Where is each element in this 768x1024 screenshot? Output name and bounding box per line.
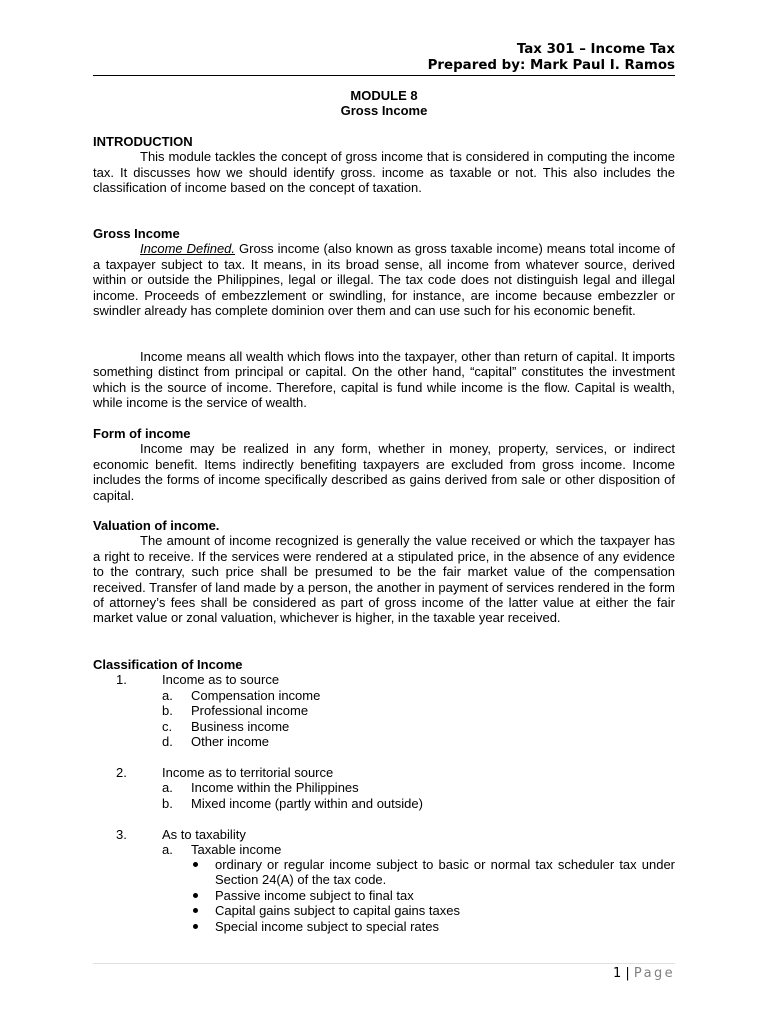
- footer-divider: [93, 963, 675, 964]
- bullet-item: Special income subject to special rates: [215, 919, 440, 934]
- classification-heading: Classification of Income: [93, 657, 243, 672]
- list-letter: a.: [162, 780, 173, 795]
- introduction-text: This module tackles the concept of gross income that is considered in computing the income tax. It discusses how we should identify gross. income as taxable or not. This also includes the classification of income based on the concept of taxation.: [93, 149, 675, 196]
- list-number: 3.: [116, 827, 127, 842]
- list-item: Other income: [191, 734, 270, 749]
- valuation-text: The amount of income recognized is generally the value received or which the taxpayer has a right to receive. If the services were rendered at a stipulated price, in the absence of any evidence to the contrary, such price shall be presumed to be the fair market value of the compensation received. Transfer of land made by a person, the another in payment of services rendered in the form of attorney’s fees shall be considered as part of gross income of the latter value at either the fair market value or zonal valuation, whichever is higher, in the taxable year received.: [93, 533, 675, 626]
- valuation-heading: Valuation of income.: [93, 518, 220, 533]
- list-item: Income within the Philippines: [191, 780, 359, 795]
- bullet-icon: [193, 893, 198, 898]
- module-title: Gross Income: [340, 103, 428, 119]
- list-letter: a.: [162, 842, 173, 857]
- list-item: Compensation income: [191, 688, 321, 703]
- bullet-icon: [193, 862, 198, 867]
- list-letter: a.: [162, 688, 173, 703]
- module-heading: [93, 88, 675, 119]
- list-item-label: Income as to territorial source: [162, 765, 334, 780]
- page-header: [428, 42, 675, 73]
- valuation-section: [93, 518, 675, 626]
- course-title: Tax 301 – Income Tax: [516, 42, 675, 57]
- bullet-icon: [193, 924, 198, 929]
- prepared-by: Prepared by: Mark Paul I. Ramos: [427, 57, 675, 73]
- list-number: 2.: [116, 765, 127, 780]
- page-footer: [613, 966, 675, 981]
- classification-section: [93, 657, 675, 672]
- introduction-heading: INTRODUCTION: [93, 134, 193, 149]
- list-letter: d.: [162, 734, 173, 749]
- module-number: MODULE 8: [350, 88, 418, 103]
- form-of-income-text: Income may be realized in any form, whether in money, property, services, or indirect economic benefit. Items indirectly benefiting taxpayers are excluded from gross income. Income includes the forms of income specifically described as gains derived from sale or other disposition of capital.: [93, 441, 675, 503]
- income-defined-paragraph: [93, 241, 675, 318]
- list-item: Taxable income: [191, 842, 282, 857]
- list-item: Mixed income (partly within and outside): [191, 796, 423, 811]
- list-letter: c.: [162, 719, 173, 734]
- form-of-income-heading: Form of income: [93, 426, 191, 441]
- income-means-paragraph: Income means all wealth which flows into the taxpayer, other than return of capital. It imports something distinct from principal or capital. On the other hand, “capital” constitutes the investment which is the source of income. Therefore, capital is fund while income is the flow. Capital is wealth, while income is the service of wealth.: [93, 349, 675, 411]
- bullet-item: ordinary or regular income subject to basic or normal tax scheduler tax under Section 24(A) of the tax code.: [215, 857, 675, 888]
- list-letter: b.: [162, 796, 173, 811]
- income-defined-text: Gross income (also known as gross taxable income) means total income of a taxpayer subject to tax. It means, in its broad sense, all income from whatever source, derived within or outside the Philippines, legal or illegal. The tax code does not distinguish legal and illegal income. Proceeds of embezzlement or swindling, for instance, are income because embezzler or swindler already has complete dominion over them and can use such for his economic benefit.: [93, 241, 675, 319]
- bullet-icon: [193, 908, 198, 913]
- list-letter: b.: [162, 703, 173, 718]
- list-item: Business income: [191, 719, 290, 734]
- income-defined-label: Income Defined.: [140, 241, 236, 257]
- introduction-section: [93, 134, 675, 196]
- list-item: Professional income: [191, 703, 309, 718]
- list-item-label: As to taxability: [162, 827, 246, 842]
- form-of-income-section: [93, 426, 675, 503]
- list-item-label: Income as to source: [162, 672, 280, 687]
- gross-income-heading: Gross Income: [93, 226, 180, 241]
- income-means-section: [93, 349, 675, 411]
- gross-income-section: [93, 226, 675, 318]
- document-page: [93, 0, 675, 1024]
- page-separator: |: [625, 966, 630, 981]
- bullet-item: Passive income subject to final tax: [215, 888, 414, 903]
- page-number: 1: [612, 966, 622, 981]
- bullet-item: Capital gains subject to capital gains taxes: [215, 903, 460, 918]
- list-number: 1.: [116, 672, 127, 687]
- header-divider: [93, 75, 675, 76]
- page-label: Page: [633, 966, 675, 981]
